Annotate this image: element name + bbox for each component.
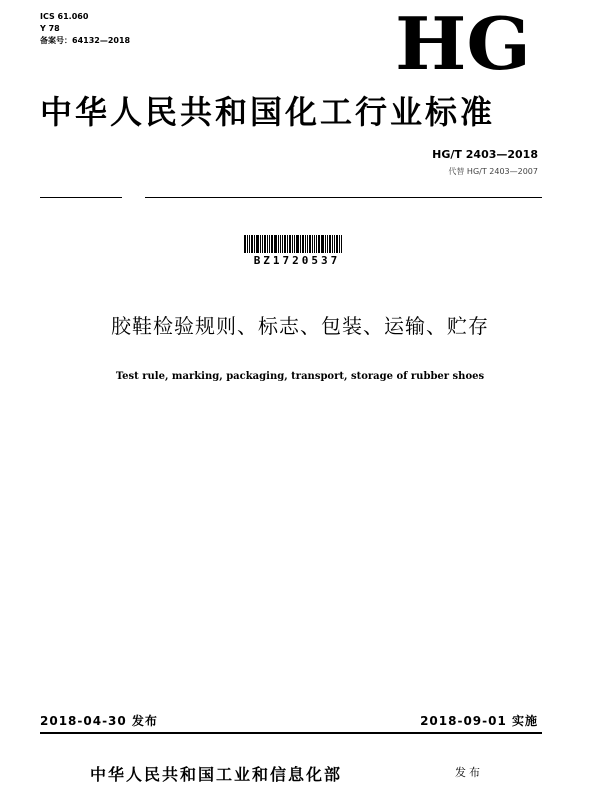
barcode-bar <box>256 235 259 253</box>
barcode-bar <box>302 235 304 253</box>
barcode-bar <box>289 235 291 253</box>
barcode-bar <box>334 235 335 253</box>
record-number: 备案号：64132—2018 <box>40 36 131 45</box>
barcode-bar <box>300 235 301 253</box>
barcode-bar <box>244 235 246 253</box>
divider-right <box>145 197 542 198</box>
barcode-bar <box>262 235 263 253</box>
barcode-bar <box>267 235 268 253</box>
standard-category-title: 中华人民共和国化工行业标准 <box>40 93 496 131</box>
barcode-bar <box>312 235 313 253</box>
barcode-bar <box>332 235 333 253</box>
barcode-bar <box>274 235 277 253</box>
barcode-bar <box>309 235 311 253</box>
document-title-english: Test rule, marking, packaging, transport, storage of rubber shoes <box>115 371 485 382</box>
barcode-bar <box>280 235 281 253</box>
standard-number: HG/T 2403—2018 <box>432 148 538 161</box>
issue-date: 2018-04-30 发布 <box>40 714 158 728</box>
barcode-bar <box>329 235 331 253</box>
barcode-bar <box>282 235 283 253</box>
document-title-chinese: 胶鞋检验规则、标志、包装、运输、贮存 <box>111 314 489 338</box>
publisher-name: 中华人民共和国工业和信息化部 <box>90 765 343 784</box>
barcode-bar <box>271 235 273 253</box>
barcode-bar <box>341 235 342 253</box>
barcode-bar <box>287 235 288 253</box>
classification-code: Y 78 <box>40 24 60 33</box>
barcode-bar <box>260 235 261 253</box>
barcode-bar <box>251 235 253 253</box>
barcode-bar <box>278 235 279 253</box>
barcode-bar <box>254 235 255 253</box>
barcode-bar <box>249 235 250 253</box>
barcode-bar <box>339 235 340 253</box>
barcode-bar <box>336 235 338 253</box>
barcode-bar <box>321 235 324 253</box>
barcode-bar <box>284 235 286 253</box>
barcode-bar <box>264 235 266 253</box>
barcode-bar <box>318 235 320 253</box>
barcode-bar <box>296 235 299 253</box>
hg-logo: HG <box>395 1 531 86</box>
implementation-date: 2018-09-01 实施 <box>420 714 538 728</box>
barcode-bar <box>327 235 328 253</box>
barcode-bar <box>247 235 248 253</box>
barcode-number: BZ1720537 <box>253 254 341 267</box>
barcode-bar <box>305 235 306 253</box>
barcode-bar <box>307 235 308 253</box>
barcode-bar <box>314 235 315 253</box>
divider-bottom <box>40 732 542 734</box>
publish-label: 发布 <box>455 766 483 779</box>
barcode-icon <box>244 235 350 253</box>
barcode-bar <box>292 235 293 253</box>
barcode-bar <box>316 235 317 253</box>
replaces-standard: 代替 HG/T 2403—2007 <box>448 167 538 176</box>
barcode-bar <box>294 235 295 253</box>
barcode-bar <box>325 235 326 253</box>
ics-code: ICS 61.060 <box>40 12 89 21</box>
divider-left <box>40 197 122 198</box>
barcode-bar <box>269 235 270 253</box>
